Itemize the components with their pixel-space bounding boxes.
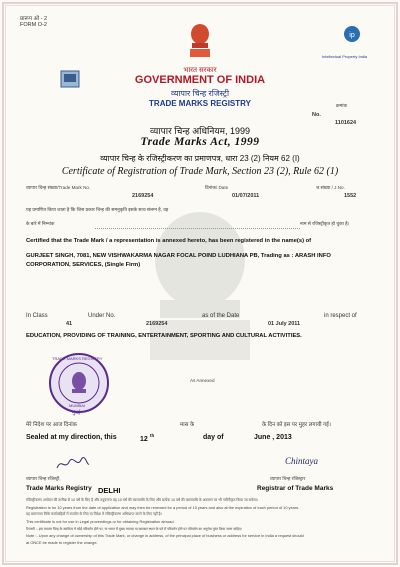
under-no-value: 2169254 (146, 321, 168, 327)
footer-4: This certificate is not for use in Legal proceedings or for obtaining Registration abroad. (26, 519, 175, 524)
bharat-sarkar: भारत सरकार (183, 67, 217, 74)
sealed-day: 12 (140, 436, 148, 443)
sealed-hindi: मेरे निदेश पर आज दिनांक (26, 422, 77, 428)
seal-city-hindi: मुंबई (72, 410, 81, 416)
class-value: 41 (66, 321, 73, 327)
owner-line-1: GURJEET SINGH, 7081, NEW VISHWAKARMA NAGAR FOCAL POIND LUDHIANA PB, Trading as : ARASH INFO (26, 253, 331, 259)
jno-value: 1552 (344, 193, 357, 199)
sealed-label: Sealed at my direction, this (26, 434, 117, 441)
respect-label: in respect of (324, 313, 357, 319)
hindi-line-1: यह प्रमाणित किया जाता है कि जिस प्रकार चिन्ह की समनुकृति इसके साथ संलग्न है, वह (26, 207, 169, 212)
cert-english: Certificate of Registration of Trade Mark, Section 23 (2), Rule 62 (1) (61, 166, 339, 177)
as-of-value: 01 July 2011 (268, 321, 301, 327)
cert-hindi: व्यापार चिन्ह के रजिस्ट्रीकरण का प्रमाणपत्र, धारा 23 (2) नियम 62 (I) (100, 154, 300, 163)
ip-india-label: Intellectual Property India (322, 54, 368, 59)
hindi-line-2a: के बारे में निम्नांक (26, 221, 55, 226)
right-signature: Chintaya (285, 456, 318, 466)
left-sig-city: DELHI (98, 486, 121, 495)
seal-ring-text: TRADE MARKS REGISTRY (52, 356, 103, 361)
act-english: Trade Marks Act, 1999 (140, 136, 260, 148)
registry-hindi: व्यापार चिन्ह रजिस्ट्री (170, 89, 230, 98)
certified-text: Certified that the Trade Mark / a representation is annexed hereto, has been registered in the name(s) of (26, 238, 312, 244)
footer-7: at ONCE be made to register the change. (26, 540, 98, 545)
sealed-hindi-c: के दिन को इस पर मुहर लगायी गई। (262, 422, 331, 428)
in-class-label: In Class (26, 313, 48, 319)
sealed-hindi-b: मास के (180, 422, 195, 428)
left-sig-label: Trade Marks Registry (26, 485, 92, 492)
government-of-india: GOVERNMENT OF INDIA (134, 74, 266, 86)
form-code: FORM O-2 (20, 22, 47, 28)
serial-no-label: No. (312, 112, 321, 118)
seal-city: MUMBAI (69, 403, 85, 408)
footer-6: Note :- Upon any change of ownership of this Trade Mark, or change in address, of the principal place of business or address for service in India a request should (26, 533, 304, 538)
blank-line (95, 228, 300, 229)
hindi-line-2b: नाम से रजिस्ट्रीकृत हो चुका है। (300, 221, 350, 226)
tm-no-label: व्यापार चिन्ह संख्या/Trade Mark No. (26, 185, 91, 190)
jno-label: ज.संख्या / J.No. (316, 185, 345, 190)
right-sig-label: Registrar of Trade Marks (257, 485, 334, 492)
serial-number: 1101624 (335, 120, 357, 126)
footer-2: Registration is for 10 years from the date of application and may then be renewed for a period of 10 years and also at the expiration of each period of 10 years. (26, 505, 300, 510)
footer-1: रजिस्ट्रीकरण आवेदन की तारीख से 10 वर्ष के लिए है और तदुपरान्त यह 10 वर्ष की कालावधि के लिए और प्रत्येक 10 वर्ष की कालावधि के अवसान पर भी नवीनीकृत किया जा सकेगा। (26, 498, 259, 502)
goods-services: EDUCATION, PROVIDING OF TRAINING, ENTERTAINMENT, SPORTING AND CULTURAL ACTIVITIES. (26, 333, 302, 339)
form-hindi: प्रारूप ओ - 2 (20, 16, 48, 22)
under-no-label: Under No. (88, 313, 116, 319)
date-value: 01/07/2011 (232, 193, 260, 199)
ip-india-logo (330, 24, 374, 52)
date-label: दिनांक/ Date (205, 185, 229, 190)
document-icon (60, 70, 80, 88)
sealed-month-year: June , 2013 (254, 434, 292, 441)
footer-3: यह प्रमाणपत्र विधि कार्यवाहियों में उपयोग के लिए या विदेश में रजिस्ट्रीकरण अभिप्राप्त करने के लिए नहीं है। (26, 512, 162, 516)
as-annexed: As Annexed (190, 378, 215, 383)
left-sig-hindi: व्यापार चिन्ह रजिस्ट्री, (26, 476, 61, 481)
act-hindi: व्यापार चिन्ह अधिनियम, 1999 (150, 126, 250, 136)
sealed-day-of: day of (203, 434, 224, 441)
left-signature (55, 456, 91, 472)
svg-text:ip: ip (349, 32, 355, 39)
serial-no-hindi: क्रमांक (336, 103, 347, 108)
tm-no: 2169254 (132, 193, 154, 199)
sealed-th: th (150, 433, 155, 438)
trade-marks-registry: TRADE MARKS REGISTRY (149, 99, 251, 108)
footer-5: टिप्पणी :- इस व्यापार चिन्ह के स्वामित्व में कोई परिवर्तन होने पर, या भारत में मुख्य व्यापार या कारबार स्थान के पते में परिवर्तन होने पर परिवर्तन का अनुरोध तुरंत किया जाना चाहिए। (26, 527, 243, 531)
ashoka-emblem-watermark (120, 200, 280, 380)
right-sig-hindi: व्यापार चिन्ह रजिस्ट्रार (270, 476, 306, 481)
as-of-label: as of the Date (202, 313, 240, 319)
national-emblem-icon (187, 24, 213, 60)
owner-line-2: CORPORATION, SERVICES, (Single Firm) (26, 262, 141, 268)
